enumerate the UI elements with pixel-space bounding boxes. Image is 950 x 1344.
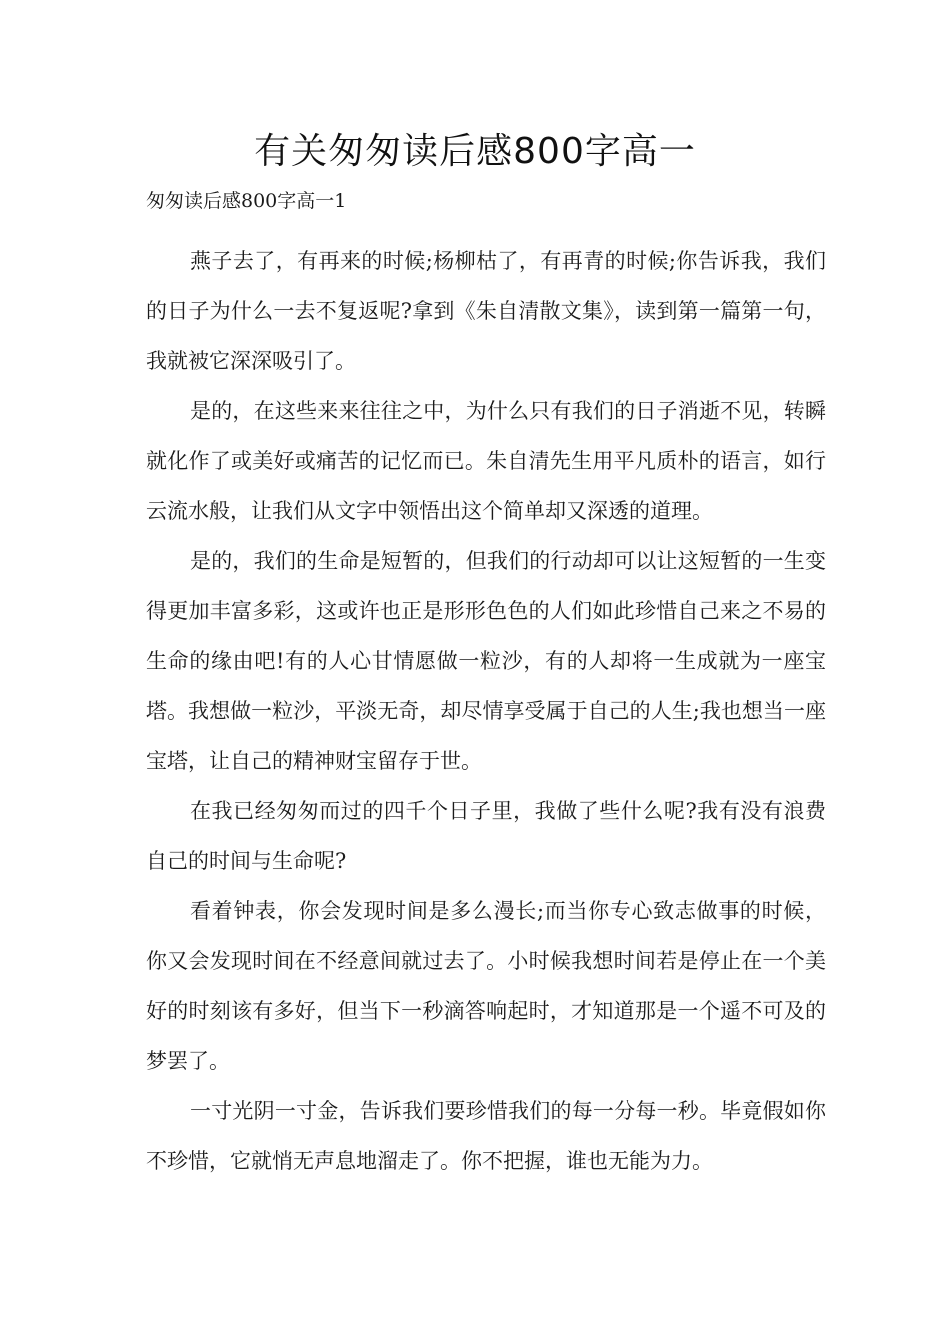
paragraph-2: 是的，在这些来来往往之中，为什么只有我们的日子消逝不见，转瞬就化作了或美好或痛苦的记忆而已。朱自清先生用平凡质朴的语言，如行云流水般，让我们从文字中领悟出这个简单却又深透的道理。	[146, 399, 826, 523]
paragraph-1: 燕子去了，有再来的时候;杨柳枯了，有再青的时候;你告诉我，我们的日子为什么一去不复返呢?拿到《朱自清散文集》，读到第一篇第一句，我就被它深深吸引了。	[146, 249, 826, 373]
paragraph-3: 是的，我们的生命是短暂的，但我们的行动却可以让这短暂的一生变得更加丰富多彩，这或许也正是形形色色的人们如此珍惜自己来之不易的生命的缘由吧!有的人心甘情愿做一粒沙，有的人却将一生成就为一座宝塔。我想做一粒沙，平淡无奇，却尽情享受属于自己的人生;我也想当一座宝塔，让自己的精神财宝留存于世。	[146, 549, 826, 773]
paragraph-4: 在我已经匆匆而过的四千个日子里，我做了些什么呢?我有没有浪费自己的时间与生命呢?	[146, 799, 826, 873]
document-title: 有关匆匆读后感800字高一	[254, 131, 696, 172]
paragraph-5: 看着钟表，你会发现时间是多么漫长;而当你专心致志做事的时候，你又会发现时间在不经意间就过去了。小时候我想时间若是停止在一个美好的时刻该有多好，但当下一秒滴答响起时，才知道那是一个遥不可及的梦罢了。	[146, 899, 826, 1073]
paragraph-6: 一寸光阴一寸金，告诉我们要珍惜我们的每一分每一秒。毕竟假如你不珍惜，它就悄无声息地溜走了。你不把握，谁也无能为力。	[146, 1099, 826, 1173]
document-body	[146, 186, 826, 1186]
section-subtitle: 匆匆读后感800字高一1	[146, 190, 347, 212]
